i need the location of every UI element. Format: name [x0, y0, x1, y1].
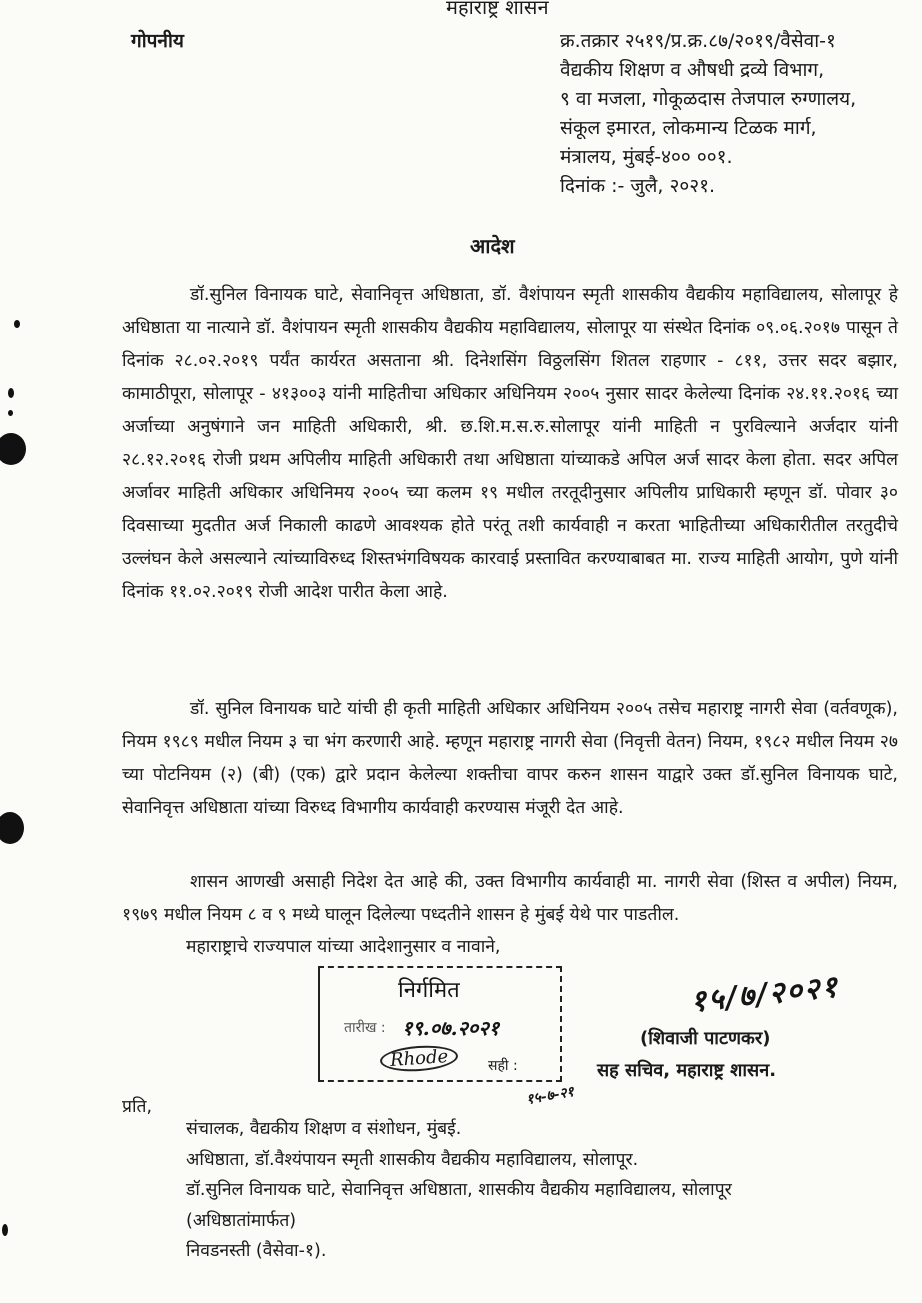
date-line: दिनांक :- जुलै, २०२१. [560, 175, 716, 197]
paragraph-3 [122, 866, 898, 932]
paragraph-3-text: शासन आणखी असाही निदेश देत आहे की, उक्त विभागीय कार्यवाही मा. नागरी सेवा (शिस्त व अपील) नियम, १९७९ मधील नियम ८ व ९ मध्ये घालून दिलेल्या पध्दतीने शासन हे मुंबई येथे पार पाडतील. [122, 872, 898, 925]
punch-mark [8, 388, 14, 398]
signatory-block [640, 1024, 770, 1054]
signatory-designation: सह सचिव, महाराष्ट्र शासन. [597, 1060, 777, 1081]
address-line: संकूल इमारत, लोकमान्य टिळक मार्ग, [560, 117, 817, 139]
paragraph-1-text: डॉ.सुनिल विनायक घाटे, सेवानिवृत्त अधिष्ठाता, डॉ. वैशंपायन स्मृती शासकीय वैद्यकीय महाविद्यालय, सोलापूर हे अधिष्ठाता या नात्याने डॉ. वैशंपायन स्मृती शासकीय वैद्यकीय महाविद्यालय, सोलापूर या संस्थेत दिनांक ०९.०६.२०१७ पासून ते दिनांक २८.०२.२०१९ पर्यंत कार्यरत असताना श्री. दिनेशसिंग विठ्ठलसिंग शितल राहणार - ८११, उत्तर सदर बझार, कामाठीपूरा, सोलापूर - ४१३००३ यांनी माहितीचा अधिकार अधिनियम २००५ नुसार सादर केलेल्या दिनांक २४.११.२०१६ च्या अर्जाच्या अनुषंगाने जन माहिती अधिकारी, श्री. छ.शि.म.स.रु.सोलापूर यांनी माहिती न पुरविल्याने अर्जदार यांनी २८.१२.२०१६ रोजी प्रथम अपिलीय माहिती अधिकारी तथा अधिष्ठाता यांच्याकडे अपिल अर्ज सादर केला होता. सदर अपिल अर्जावर माहिती अधिकार अधिनिमय २००५ च्या कलम १९ मधील तरतूदीनुसार अपिलीय प्राधिकारी म्हणून डॉ. पोवार ३० दिवसाच्या मुदतीत अर्ज निकाली काढणे आवश्यक होते परंतू तशी कार्यवाही न करता भाहितीच्या अधिकारीतील तरतुदीचे उल्लंघन केले असल्याने त्यांच्याविरुध्द शिस्तभंगविषयक कारवाई प्रस्तावित करण्याबाबत मा. राज्य माहिती आयोग, पुणे यांनी दिनांक ११.०२.२०१९ रोजी आदेश पारीत केला आहे. [122, 285, 898, 602]
government-heading: महाराष्ट्र शासन [446, 0, 549, 19]
stamp-date-label: तारीख : [344, 1020, 386, 1036]
signatory-name: (शिवाजी पाटणकर) [640, 1028, 771, 1049]
punch-mark [2, 1224, 8, 1236]
recipient-item: (अधिष्ठातांमार्फत) [186, 1210, 297, 1231]
punch-mark [14, 320, 20, 328]
paragraph-2 [122, 693, 898, 825]
confidential-label: गोपनीय [131, 30, 184, 52]
punch-hole [0, 812, 24, 844]
address-line: ९ वा मजला, गोकूळदास तेजपाल रुग्णालय, [560, 88, 857, 110]
recipient-item: निवडनस्ती (वैसेवा-१). [186, 1241, 327, 1261]
stamp-date-value: १९.०७.२०२१ [402, 1016, 500, 1040]
stamp-sign-label: सही : [488, 1058, 518, 1074]
paragraph-2-text: डॉ. सुनिल विनायक घाटे यांची ही कृती माहिती अधिकार अधिनियम २००५ तसेच महाराष्ट्र नागरी सेवा (वर्तवणूक), नियम १९८९ मधील नियम ३ चा भंग करणारी आहे. म्हणून महाराष्ट्र नागरी सेवा (निवृत्ती वेतन) नियम, १९८२ मधील नियम २७ च्या पोटनियम (२) (बी) (एक) द्वारे प्रदान केलेल्या शक्तीचा वापर करुन शासन याद्वारे उक्त डॉ.सुनिल विनायक घाटे, सेवानिवृत्त अधिष्ठाता यांच्या विरुध्द विभागीय कार्यवाही करण्यास मंजूरी देत आहे. [122, 699, 898, 818]
stamp-margin-note: १५-७-२१ [525, 1083, 576, 1109]
issue-stamp [318, 966, 562, 1082]
reference-block [560, 28, 900, 202]
recipient-list [186, 1114, 886, 1267]
recipient-item: डॉ.सुनिल विनायक घाटे, सेवानिवृत्त अधिष्ठाता, शासकीय वैद्यकीय महाविद्यालय, सोलापूर [186, 1180, 732, 1200]
recipient-item: संचालक, वैद्यकीय शिक्षण व संशोधन, मुंबई. [186, 1119, 462, 1139]
department-name: वैद्यकीय शिक्षण व औषधी द्रव्ये विभाग, [560, 59, 825, 81]
to-label: प्रति, [122, 1097, 153, 1117]
order-title: आदेश [470, 234, 515, 258]
punch-mark [8, 410, 13, 416]
stamp-initials: Rhode [379, 1043, 459, 1073]
punch-hole [0, 433, 26, 465]
closing-line: महाराष्ट्राचे राज्यपाल यांच्या आदेशानुसार व नावाने, [186, 937, 501, 957]
handwritten-signature: १५/७/२०२१ [688, 969, 841, 1020]
recipient-item: अधिष्ठाता, डॉ.वैश्यंपायन स्मृती शासकीय वैद्यकीय महाविद्यालय, सोलापूर. [186, 1149, 639, 1170]
address-line: मंत्रालय, मुंबई-४०० ००१. [560, 146, 733, 168]
stamp-title: निर्गमित [398, 978, 460, 1003]
paragraph-1 [122, 279, 898, 609]
reference-number: क्र.तक्रार २५१९/प्र.क्र.८७/२०१९/वैसेवा-१ [560, 30, 836, 52]
